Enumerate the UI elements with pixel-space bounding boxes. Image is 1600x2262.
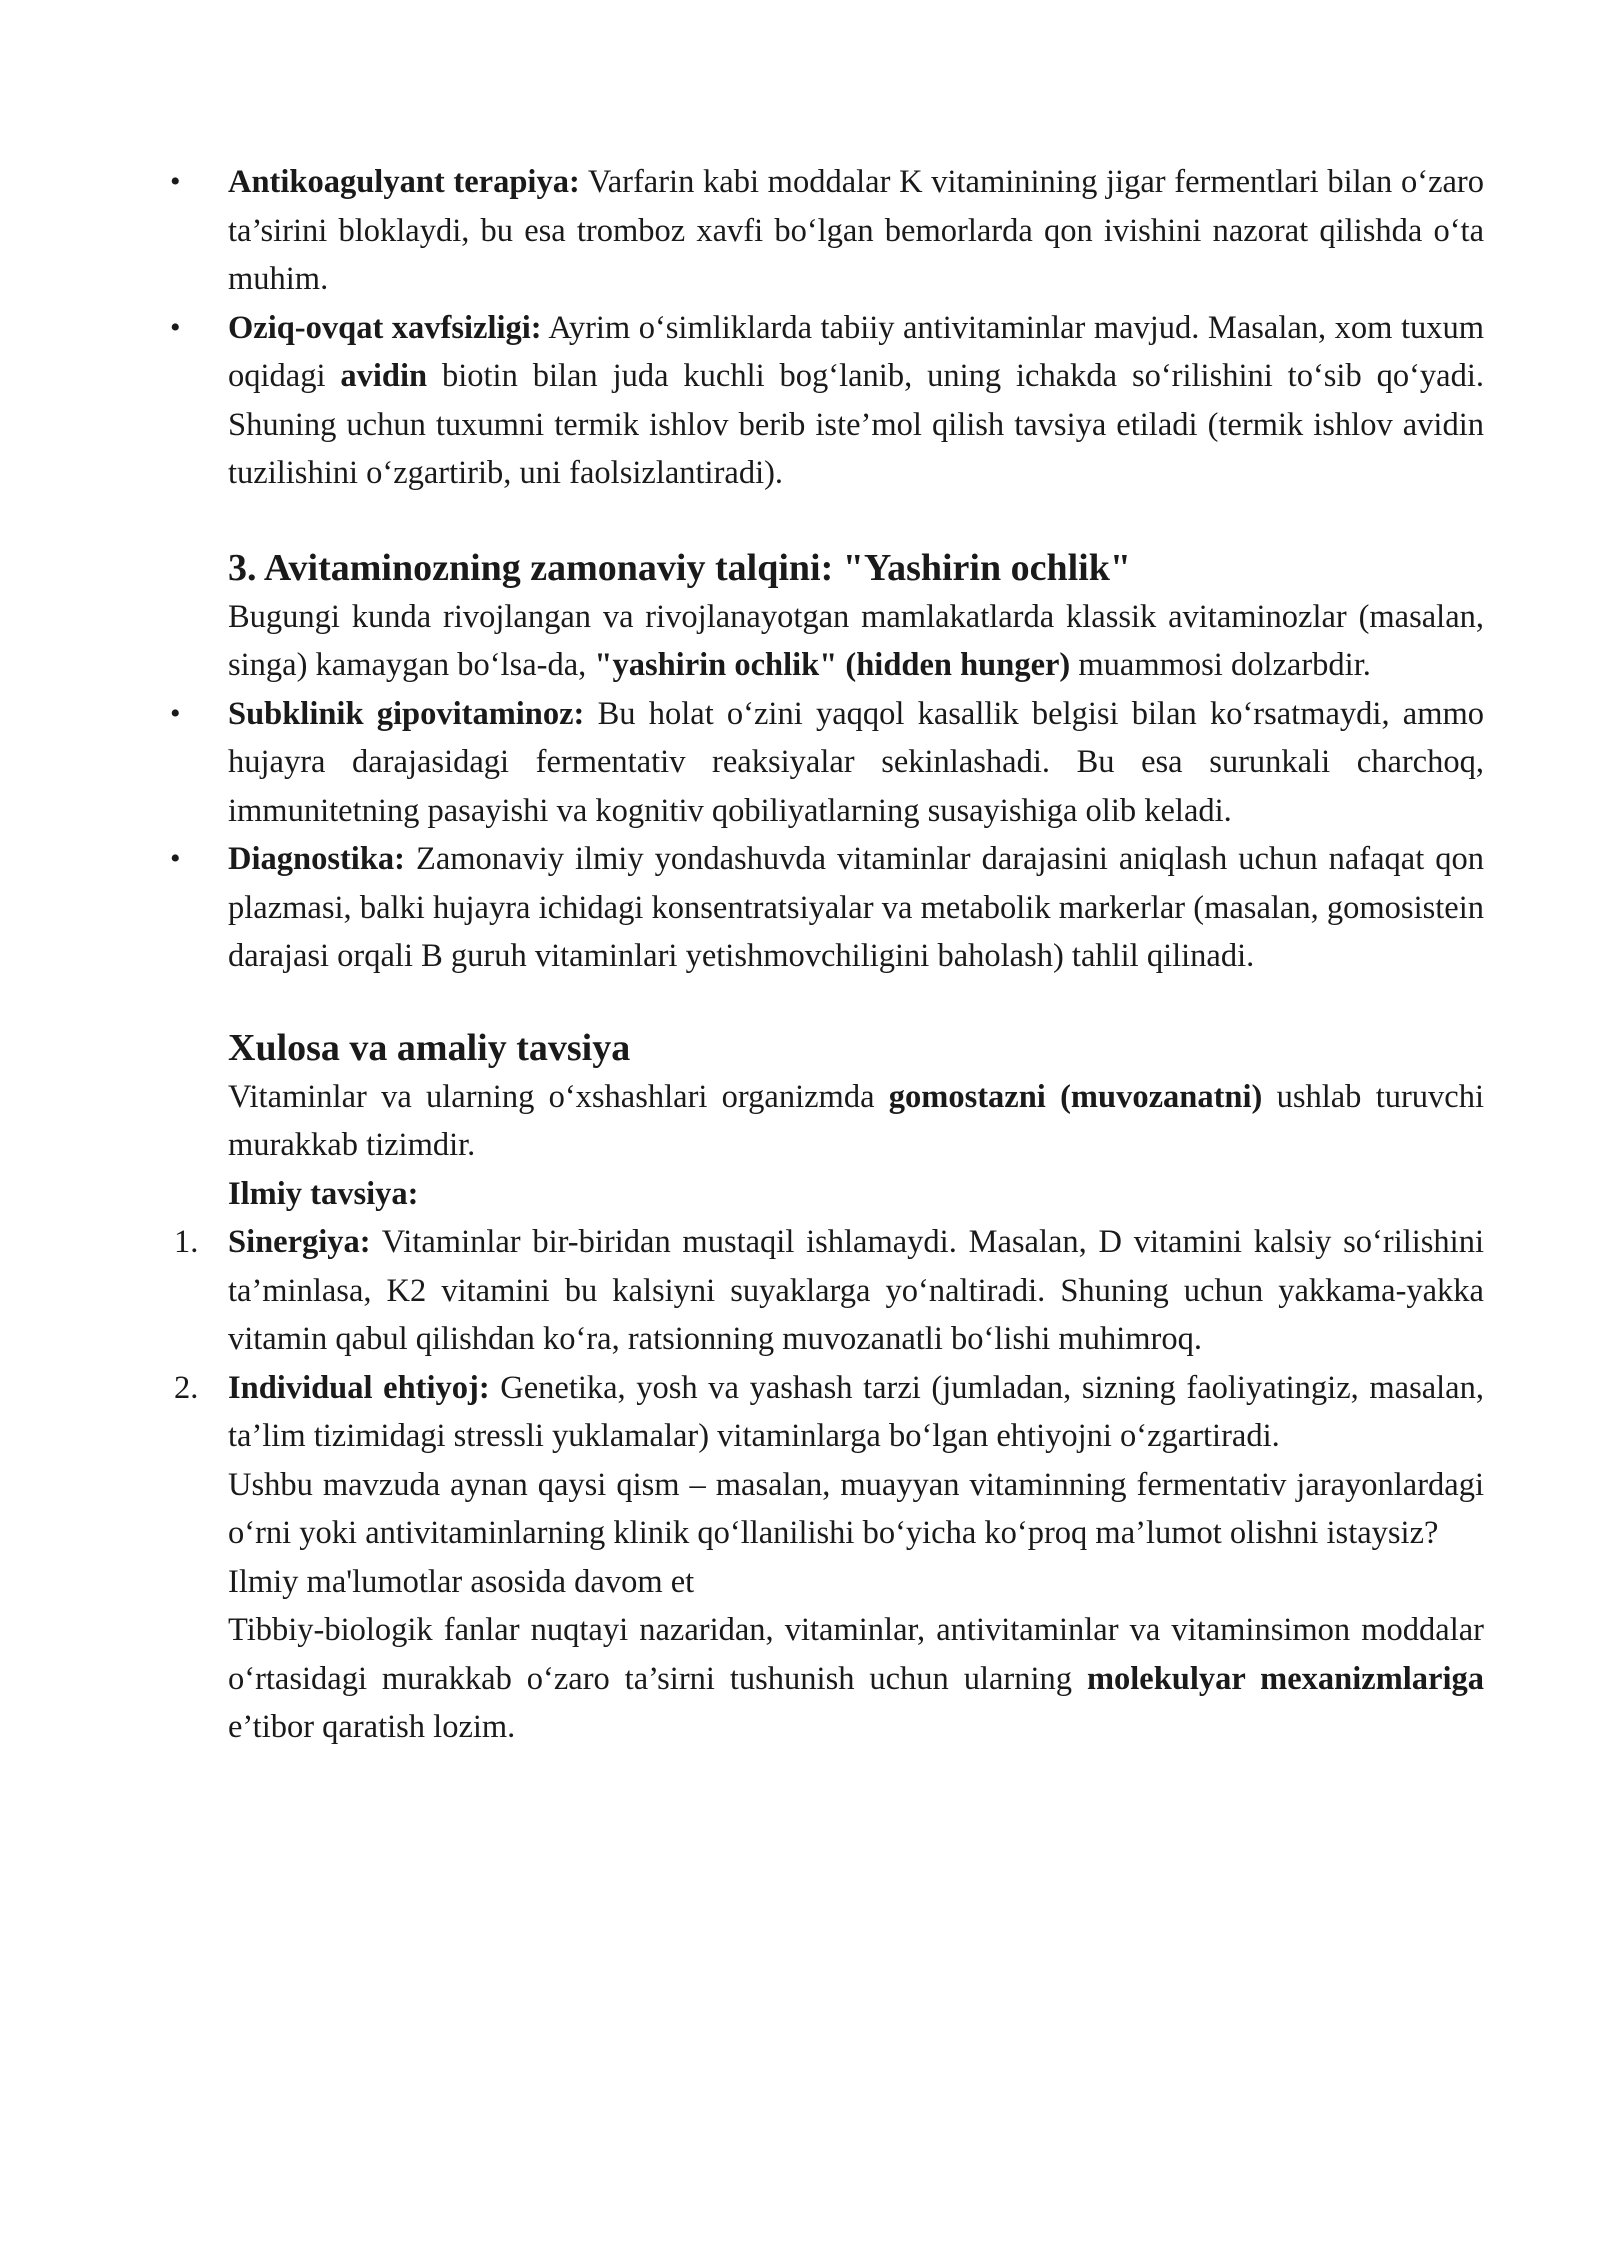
- list-item-text: [228, 1218, 1484, 1364]
- section-heading: 3. Avitaminozning zamonaviy talqini: "Yashirin ochlik": [228, 546, 1131, 589]
- intro-text: ushlab turuvchi murakkab tizimdir.: [228, 1078, 1484, 1163]
- list-item-diagnostika: [170, 835, 1484, 981]
- question-paragraph: Ushbu mavzuda aynan qaysi qism – masalan, muayyan vitaminning fermentativ jarayonlardagi o‘rni yoki antivitaminlarning klinik qo‘llanilishi bo‘yicha ko‘proq ma’lumot olishni istaysiz?: [228, 1466, 1484, 1551]
- conclusion-heading: Xulosa va amaliy tavsiya: [228, 1026, 631, 1069]
- item-body: Bu holat o‘zini yaqqol kasallik belgisi bilan ko‘rsatmaydi, ammo hujayra darajasidagi fermentativ reaksiyalar sekinlashadi. Bu esa surunkali charchoq, immunitetning pasayishi va kognitiv qobiliyatlarning susayishiga olib keladi.: [228, 695, 1485, 829]
- intro-text: muammosi dolzarbdir.: [1070, 647, 1371, 683]
- list-item-text: [228, 1364, 1484, 1461]
- final-text: Tibbiy-biologik fanlar nuqtayi nazaridan, vitaminlar, antivitaminlar va vitaminsimon moddalar o‘rtasidagi murakkab o‘zaro ta’sirni tushunish uchun ularning: [228, 1612, 1484, 1697]
- intro-text: Vitaminlar va ularning o‘xshashlari organizmda: [228, 1078, 889, 1115]
- item-body: Ayrim o‘simliklarda tabiiy antivitaminlar mavjud. Masalan, xom tuxum oqidagi: [228, 309, 1484, 394]
- bullet-list-2: [170, 690, 1485, 981]
- bold-term: avidin: [340, 358, 428, 394]
- list-item-text: [228, 158, 1484, 304]
- bullet-list-1: [170, 158, 1484, 498]
- term-label: Antikoagulyant terapiya:: [228, 164, 580, 200]
- numbered-item-individual: [174, 1364, 1484, 1461]
- conclusion-intro: [228, 1073, 1484, 1170]
- list-item-text: [228, 690, 1484, 836]
- item-number: 1.: [174, 1224, 199, 1260]
- item-body: Varfarin kabi moddalar K vitaminining jigar fermentlari bilan o‘zaro ta’sirini bloklaydi, bu esa tromboz xavfi bo‘lgan bemorlarda qon ivishini nazorat qilishda o‘ta muhim.: [228, 164, 1484, 297]
- bullet-icon: •: [170, 696, 181, 730]
- term-label: Subklinik gipovitaminoz:: [228, 695, 585, 732]
- item-number: 2.: [174, 1369, 199, 1406]
- final-text: e’tibor qaratish lozim.: [228, 1709, 516, 1745]
- section-intro: [228, 593, 1484, 690]
- bold-phrase: gomostazni (muvozanatni): [888, 1078, 1263, 1115]
- list-item-antikoagulyant: [170, 158, 1484, 304]
- bullet-icon: •: [170, 165, 181, 198]
- term-label: Diagnostika:: [228, 841, 405, 877]
- list-item-text: [228, 304, 1484, 498]
- recommendation-subheading: [228, 1170, 1484, 1219]
- bold-phrase: molekulyar mexanizmlariga: [1086, 1660, 1484, 1697]
- final-paragraph: [228, 1606, 1484, 1752]
- intro-text: Bugungi kunda rivojlangan va rivojlanayotgan mamlakatlarda klassik avitaminozlar (masalan, singa) kamaygan bo‘lsa-da,: [228, 598, 1484, 683]
- list-item-text: [228, 835, 1484, 981]
- list-item-subklinik: [170, 690, 1485, 836]
- bold-phrase: "yashirin ochlik" (hidden hunger): [594, 647, 1071, 683]
- list-item-oziq-ovqat: [170, 304, 1484, 498]
- page-content: [170, 158, 1485, 1752]
- numbered-list: [174, 1218, 1484, 1461]
- bullet-icon: •: [170, 310, 181, 344]
- item-body: biotin bilan juda kuchli bog‘lanib, uning ichakda so‘rilishini to‘sib qo‘yadi. Shuning uchun tuxumni termik ishlov berib iste’mol qilish tavsiya etiladi (termik ishlov avidin tuzilishini o‘zgartirib, uni faolsizlantiradi).: [228, 358, 1484, 491]
- numbered-item-sinergiya: [174, 1218, 1484, 1364]
- term-label: Individual ehtiyoj:: [228, 1369, 490, 1406]
- term-label: Sinergiya:: [228, 1224, 371, 1260]
- bullet-icon: •: [170, 842, 181, 875]
- item-body: Vitaminlar bir-biridan mustaqil ishlamaydi. Masalan, D vitamini kalsiy so‘rilishini ta’minlasa, K2 vitamini bu kalsiyni suyaklarga yo‘naltiradi. Shuning uchun yakkama-yakka vitamin qabul qilishdan ko‘ra, ratsionning muvozanatli bo‘lishi muhimroq.: [228, 1224, 1484, 1357]
- continue-line: Ilmiy ma'lumotlar asosida davom et: [228, 1563, 695, 1600]
- item-body: Genetika, yosh va yashash tarzi (jumladan, sizning faoliyatingiz, masalan, ta’lim tizimidagi stressli yuklamalar) vitaminlarga bo‘lgan ehtiyojni o‘zgartiradi.: [228, 1369, 1484, 1454]
- item-body: Zamonaviy ilmiy yondashuvda vitaminlar darajasini aniqlash uchun nafaqat qon plazmasi, balki hujayra ichidagi konsentratsiyalar va metabolik markerlar (masalan, gomosistein darajasi orqali B guruh vitaminlari yetishmovchiligini baholash) tahlil qilinadi.: [228, 841, 1484, 974]
- term-label: Oziq-ovqat xavfsizligi:: [228, 309, 542, 346]
- subheading-text: Ilmiy tavsiya:: [228, 1175, 419, 1212]
